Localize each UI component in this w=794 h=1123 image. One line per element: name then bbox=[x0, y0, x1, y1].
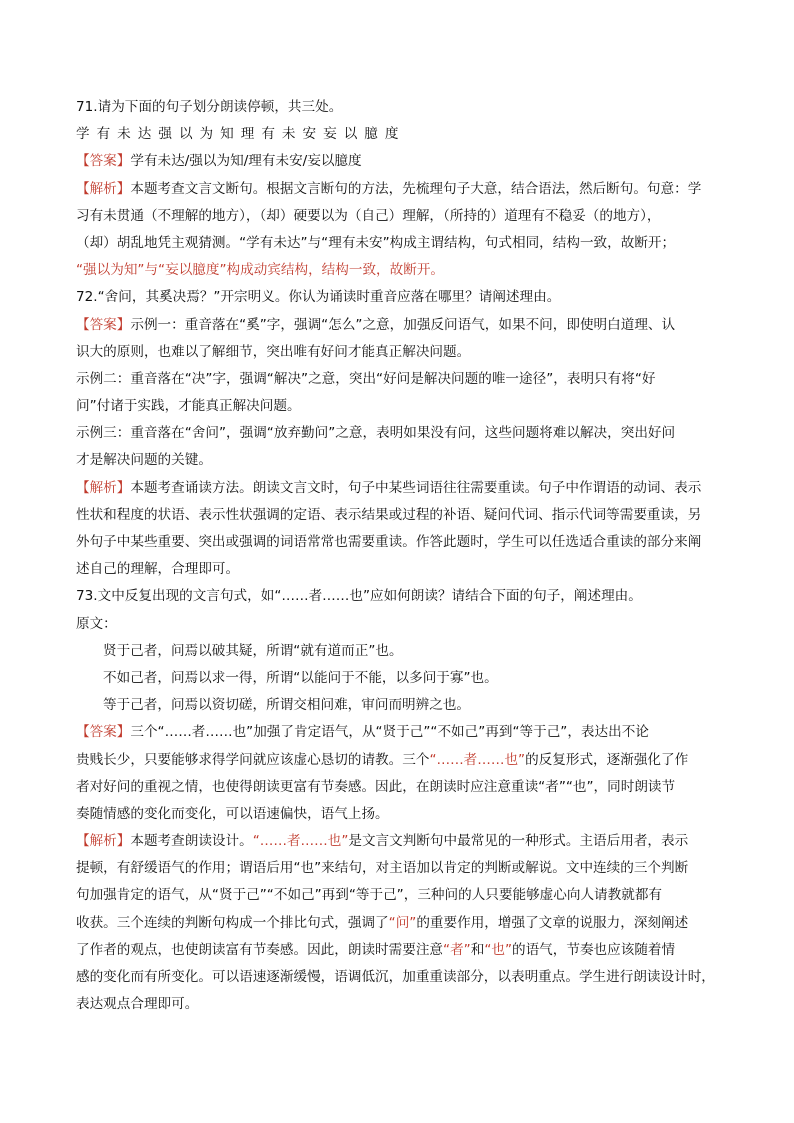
q73-analysis-line-3: 句加强肯定的语气，从“贤于己”“不如己”再到“等于己”，三种问的人只要能够虚心向人请教就都有 bbox=[76, 887, 663, 904]
q73-answer-line-4: 奏随情感的变化而变化，可以语速偏快，语气上扬。 bbox=[76, 805, 389, 822]
document-page bbox=[76, 94, 726, 1018]
q73-analysis-text: 的语气，节奏也应该随着情 bbox=[512, 941, 676, 958]
q73-analysis-highlight: “……者……也” bbox=[252, 833, 349, 850]
q73-analysis-text: 的重要作用，增强了文章的说服力，深刻阐述 bbox=[416, 914, 689, 931]
q71-sentence: 学有未达强以为知理有未安妄以臆度 bbox=[76, 126, 406, 143]
q72-question: 72.“舍问，其奚决焉？”开宗明义。你认为诵读时重音应落在哪里？请阐述理由。 bbox=[76, 289, 561, 306]
q73-answer-line-3: 者对好问的重视之情，也使得朗读更富有节奏感。因此，在朗读时应注意重读“者”“也”，同时朗读节 bbox=[76, 778, 676, 795]
q73-analysis-highlight: “者” bbox=[443, 941, 471, 958]
q73-analysis-line-4 bbox=[76, 910, 726, 937]
analysis-tag: 【解析】 bbox=[76, 833, 131, 850]
q73-source-label: 原文： bbox=[76, 615, 117, 632]
q71-analysis-line-2: 习有未贯通（不理解的地方），（却）硬要以为（自己）理解，（所持的）道理有不稳妥（的地方）， bbox=[76, 207, 661, 224]
q72-analysis-text: 本题考查诵读方法。朗读文言文时，句子中某些词语往往需要重读。句子中作谓语的动词、表示 bbox=[130, 479, 702, 496]
answer-tag: 【答案】 bbox=[76, 316, 131, 333]
answer-tag: 【答案】 bbox=[76, 153, 131, 170]
q73-source-line-2: 不如己者，问焉以求一得，所谓“以能问于不能，以多问于寡”也。 bbox=[103, 669, 498, 686]
analysis-tag: 【解析】 bbox=[76, 479, 131, 496]
q73-analysis-text: 收获。三个连续的判断句构成一个排比句式，强调了 bbox=[76, 914, 389, 931]
q72-analysis-line-2: 性状和程度的状语、表示性状强调的定语、表示结果或过程的补语、疑问代词、指示代词等需要重读，另 bbox=[76, 506, 702, 523]
q73-answer-line-2 bbox=[76, 747, 726, 774]
q71-analysis-text: 本题考查文言文断句。根据文言断句的方法，先梳理句子大意，结合语法，然后断句。句意：学 bbox=[130, 180, 702, 197]
answer-tag: 【答案】 bbox=[76, 724, 131, 741]
q73-analysis-text: 是文言文判断句中最常见的一种形式。主语后用者，表示 bbox=[348, 833, 689, 850]
q72-analysis-line-4: 述自己的理解，合理即可。 bbox=[76, 561, 240, 578]
q72-answer-line-3: 示例二：重音落在“决”字，强调“解决”之意，突出“好问是解决问题的唯一途径”，表明只有将“好 bbox=[76, 370, 656, 387]
q71-analysis-line-3: （却）胡乱地凭主观猜测。“学有未达”与“理有未安”构成主谓结构，句式相同，结构一致，故断开； bbox=[76, 234, 676, 251]
q73-analysis-highlight: “也” bbox=[484, 941, 512, 958]
q72-answer-text: 示例一：重音落在“奚”字，强调“怎么”之意，加强反问语气，如果不问，即使明白道理、认 bbox=[130, 316, 676, 333]
q73-question: 73.文中反复出现的文言句式，如“……者……也”应如何朗读？请结合下面的句子，阐述理由。 bbox=[76, 588, 642, 605]
analysis-tag: 【解析】 bbox=[76, 180, 131, 197]
q73-analysis-line-6: 感的变化而有所变化。可以语速逐渐缓慢，语调低沉，加重重读部分，以表明重点。学生进行朗读设计时， bbox=[76, 969, 715, 985]
q72-analysis-line-1 bbox=[76, 475, 726, 502]
q71-question: 71.请为下面的句子划分朗读停顿，共三处。 bbox=[76, 99, 343, 115]
q73-source-line-1: 贤于己者，问焉以破其疑，所谓“就有道而正”也。 bbox=[103, 642, 403, 659]
q71-answer-text: 学有未达/强以为知/理有未安/妄以臆度 bbox=[130, 153, 362, 170]
q73-analysis-line-7: 表达观点合理即可。 bbox=[76, 996, 199, 1013]
q71-answer bbox=[76, 148, 726, 175]
q72-answer-line-4: 问”付诸于实践，才能真正解决问题。 bbox=[76, 398, 301, 415]
q71-analysis-line-1 bbox=[76, 176, 726, 203]
q72-answer-line-5: 示例三：重音落在“舍问”，强调“放弃勤问”之意，表明如果没有问，这些问题将难以解决，突出好问 bbox=[76, 425, 676, 442]
q71-analysis-line-4: “强以为知”与“妄以臆度”构成动宾结构，结构一致，故断开。 bbox=[76, 262, 445, 279]
q73-answer-text: 三个“……者……也”加强了肯定语气，从“贤于己”“不如己”再到“等于己”，表达出不论 bbox=[130, 724, 649, 741]
q73-analysis-line-2: 提顿，有舒缓语气的作用；谓语后用“也”来结句，对主语加以肯定的判断或解说。文中连续的三个判断 bbox=[76, 860, 689, 877]
q73-analysis-text: 了作者的观点，也使朗读富有节奏感。因此，朗读时需要注意 bbox=[76, 941, 444, 958]
q73-source-line-3: 等于己者，问焉以资切磋，所谓交相问难，审问而明辨之也。 bbox=[103, 697, 471, 714]
q73-answer-line-1 bbox=[76, 719, 726, 746]
q72-analysis-line-3: 外句子中某些重要、突出或强调的词语常常也需要重读。作答此题时，学生可以任选适合重读的部分来阐 bbox=[76, 534, 702, 550]
q73-analysis-line-5 bbox=[76, 937, 726, 964]
q73-analysis-line-1 bbox=[76, 828, 726, 855]
q72-answer-line-2: 识大的原则，也难以了解细节，突出唯有好问才能真正解决问题。 bbox=[76, 343, 471, 360]
q73-answer-text: 的反复形式，逐渐强化了作 bbox=[525, 751, 689, 768]
q72-answer-line-1 bbox=[76, 312, 726, 339]
q73-answer-text: 贵贱长少，只要能够求得学问就应该虚心恳切的请教。三个 bbox=[76, 751, 430, 768]
q73-analysis-text: 和 bbox=[470, 941, 485, 958]
q73-analysis-highlight: “问” bbox=[388, 914, 417, 931]
q72-answer-line-6: 才是解决问题的关键。 bbox=[76, 452, 212, 469]
q73-answer-highlight: “……者……也” bbox=[429, 751, 526, 768]
q73-analysis-text: 本题考查朗读设计。 bbox=[130, 833, 253, 850]
